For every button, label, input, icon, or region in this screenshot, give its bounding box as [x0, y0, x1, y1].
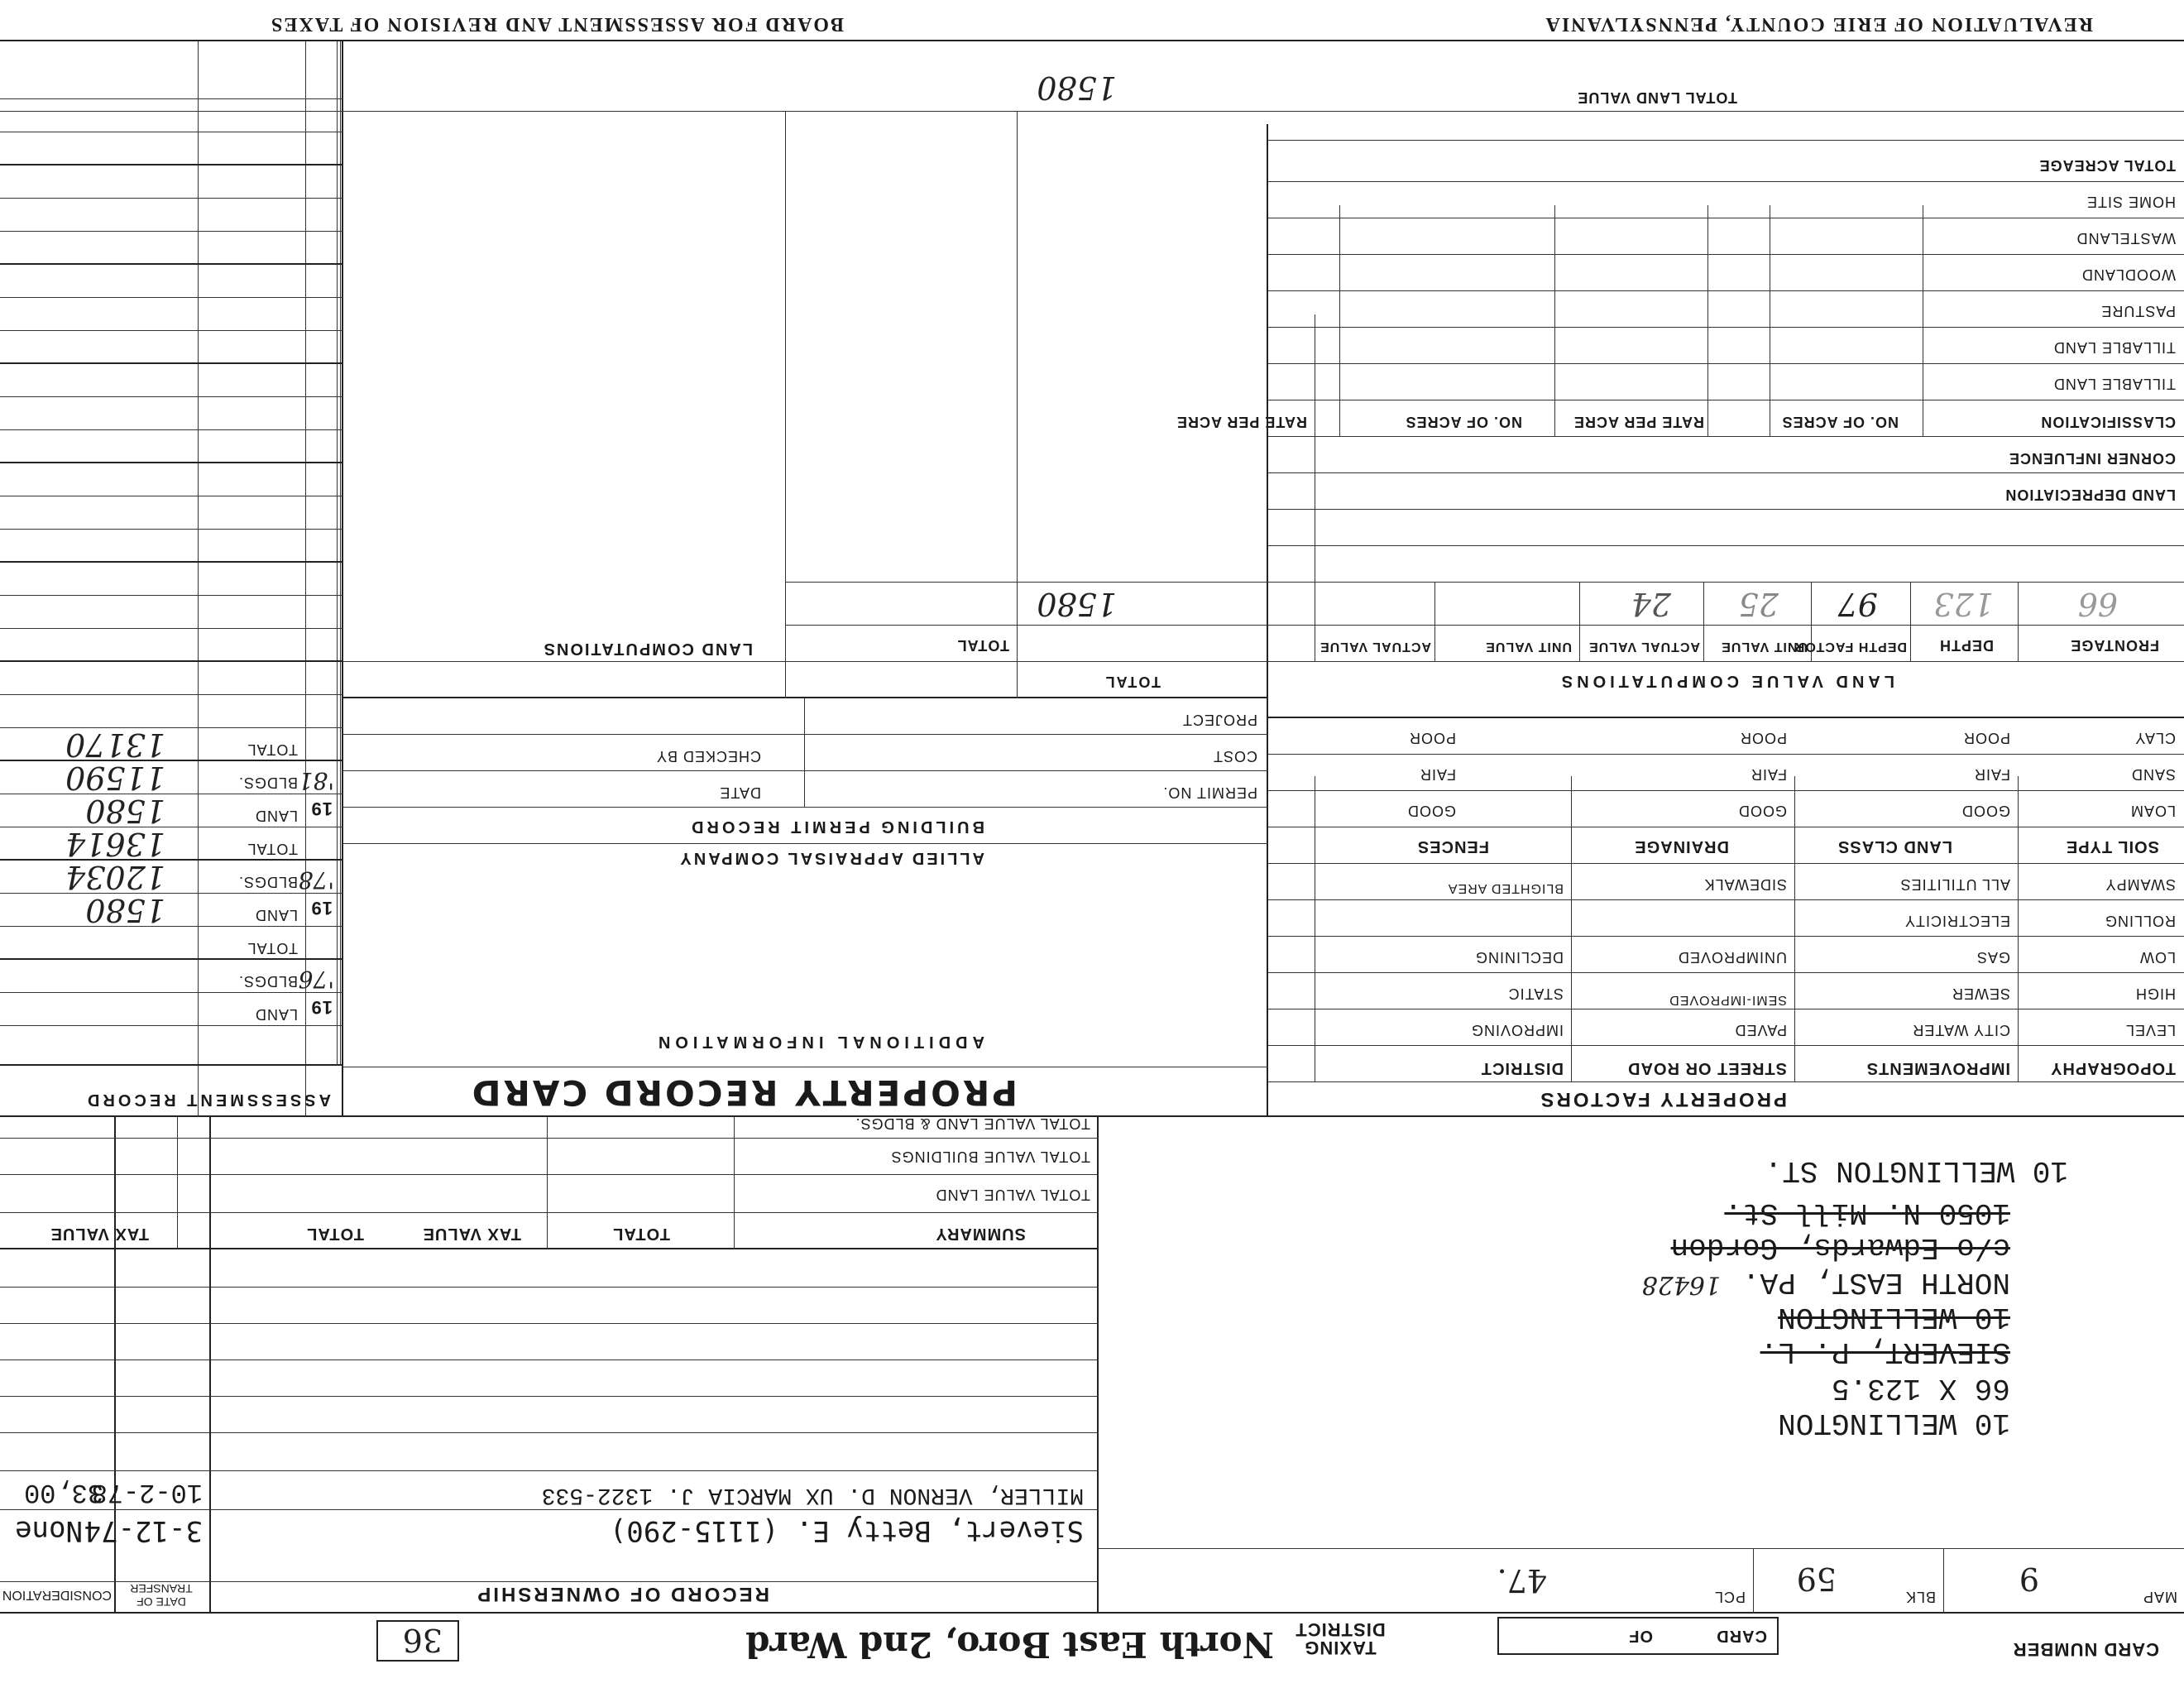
assess-3-year: 19	[310, 798, 333, 819]
taxing-district-value: North East Boro, 2nd Ward	[745, 1624, 1274, 1665]
acre-header-2: RATE PER ACRE	[1573, 414, 1704, 430]
map-value: 9	[2019, 1561, 2039, 1597]
topo-level: LEVEL	[2124, 1022, 2176, 1038]
fences-fair: FAIR	[1419, 766, 1456, 783]
topo-high: HIGH	[2135, 985, 2176, 1002]
assess-2-year: 19	[310, 898, 333, 918]
owner-line-3: SIEVERT, P. L.	[1760, 1335, 2010, 1369]
class-pasture: PASTURE	[2100, 303, 2176, 319]
permit-project-label: PROJECT	[1181, 712, 1257, 728]
summary-row-land: TOTAL VALUE LAND	[935, 1187, 1090, 1203]
allied-appraisal: ALLIED APPRAISAL COMPANY	[678, 849, 984, 867]
summary-tax-label-2: TAX VALUE	[50, 1225, 149, 1243]
blk-value: 59	[1796, 1561, 1837, 1597]
assess-3-bldgs-value: 11590	[65, 760, 165, 796]
lv-frontage-value: 66	[2077, 586, 2118, 622]
impr-electricity: ELECTRICITY	[1904, 913, 2010, 929]
owner-line-1: 10 WELLINGTON	[1778, 1406, 2010, 1440]
assess-2-total-label: TOTAL	[247, 841, 298, 857]
assess-1-bldgs-label: BLDGS.	[237, 973, 298, 990]
building-permit-title: BUILDING PERMIT RECORD	[688, 818, 984, 836]
assess-2-total-value: 13614	[65, 826, 165, 862]
assess-3-bldgs-label: BLDGS.	[237, 774, 298, 791]
assess-2-bldgs-value: 12034	[65, 859, 165, 895]
pcl-label: PCL	[1713, 1589, 1746, 1605]
topo-rolling: ROLLING	[2104, 913, 2176, 929]
district-blighted: BLIGHTED AREA	[1447, 881, 1564, 895]
taxing-district-label: TAXING DISTRICT	[1295, 1619, 1386, 1658]
district-static: STATIC	[1507, 985, 1564, 1002]
class-woodland: WOODLAND	[2081, 266, 2176, 283]
lv-header-depth: DEPTH	[1938, 637, 1994, 654]
class-tillable-1: TILLABLE LAND	[2052, 376, 2176, 392]
assess-3-land-value: 1580	[85, 793, 165, 829]
land-depreciation-label: LAND DEPRECIATION	[2004, 487, 2176, 503]
fences-poor: POOR	[1408, 730, 1456, 746]
land-class-good: GOOD	[1961, 803, 2010, 819]
lv-header-frontage: FRONTAGE	[2070, 637, 2159, 654]
lv-unit-value: 25	[1738, 586, 1779, 622]
assess-2-land-value: 1580	[85, 892, 165, 928]
owner-zip-handwritten: 16428	[1641, 1270, 1721, 1299]
classification-label: CLASSIFICATION	[2040, 414, 2176, 430]
date-of-transfer-label: DATE OF TRANSFER	[130, 1582, 193, 1609]
summary-total-label-2: TOTAL	[306, 1225, 364, 1243]
assess-3-year-note: '81	[298, 767, 334, 794]
lv-header-actual-value: ACTUAL VALUE	[1588, 640, 1700, 654]
street-paved: PAVED	[1734, 1022, 1787, 1038]
district-code: 36	[402, 1622, 443, 1658]
soil-header-land-class: LAND CLASS	[1837, 837, 1952, 856]
acre-header-3: NO. OF ACRES	[1405, 414, 1522, 430]
soil-header-soil-type: SOIL TYPE	[2065, 837, 2159, 856]
land-value-title: LAND VALUE COMPUTATIONS	[1557, 672, 1894, 690]
owner-line-6: c/o Edwards, Gordon	[1670, 1230, 2010, 1264]
ownership-consideration-2: 33,00	[23, 1477, 103, 1508]
lv-depth-value: 123	[1933, 586, 1994, 622]
class-wasteland: WASTELAND	[2076, 230, 2176, 247]
pf-header-topography: TOPOGRAPHY	[2050, 1059, 2176, 1077]
owner-line-4: 10 WELLINGTON	[1778, 1300, 2010, 1334]
footer-left: REVALUATION OF ERIE COUNTY, PENNSYLVANIA	[1544, 13, 2093, 35]
district-improving: IMPROVING	[1470, 1022, 1564, 1038]
ownership-date-1: 3-12-74	[84, 1514, 203, 1547]
pf-header-street: STREET OR ROAD	[1627, 1059, 1787, 1077]
lv-header-total-2: TOTAL	[956, 637, 1009, 654]
lv-total-value: 1580	[1037, 586, 1117, 622]
ownership-date-2: 10-2-78	[91, 1477, 203, 1508]
topo-swampy: SWAMPY	[2105, 876, 2176, 893]
ownership-name-2: MILLER, VERNON D. UX MARCIA J. 1322-533	[541, 1482, 1084, 1508]
corner-influence-label: CORNER INFLUENCE	[2008, 450, 2176, 467]
ownership-consideration-1: None	[15, 1514, 83, 1547]
assess-2-bldgs-label: BLDGS.	[237, 874, 298, 890]
drainage-fair: FAIR	[1750, 766, 1787, 783]
impr-all-utilities: ALL UTILITIES	[1899, 876, 2010, 893]
class-total-acreage: TOTAL ACREAGE	[2038, 157, 2176, 174]
lv-header-actual-value-2: ACTUAL VALUE	[1320, 640, 1431, 654]
assess-2-year-note: '78	[298, 866, 334, 894]
class-tillable-2: TILLABLE LAND	[2052, 339, 2176, 356]
owner-line-2: 66 X 123.5	[1831, 1371, 2010, 1405]
permit-cost-label: COST	[1212, 748, 1257, 765]
owner-line-5: NORTH EAST, PA.	[1741, 1265, 2010, 1299]
map-label: MAP	[2142, 1589, 2177, 1605]
soil-header-fences: FENCES	[1416, 837, 1489, 856]
lv-header-depth-factor: DEPTH FACTOR	[1794, 640, 1907, 654]
ownership-name-1: Sievert, Betty E. (1115-290)	[609, 1514, 1084, 1547]
district-code-box	[376, 1620, 459, 1662]
pf-header-district: DISTRICT	[1480, 1059, 1564, 1077]
drainage-good: GOOD	[1737, 803, 1787, 819]
assess-3-land-label: LAND	[254, 808, 298, 824]
pcl-value: 47.	[1497, 1562, 1547, 1599]
permit-checked-by-label: CHECKED BY	[655, 748, 761, 765]
land-computations-title: LAND COMPUTATIONS	[542, 640, 753, 658]
owner-line-8: 10 WELLINGTON ST.	[1764, 1153, 2068, 1187]
consideration-label: CONSIDERATION	[2, 1588, 112, 1602]
impr-sewer: SEWER	[1951, 985, 2010, 1002]
summary-row-land-bldgs: TOTAL VALUE LAND & BLDGS.	[855, 1115, 1090, 1132]
blk-label: BLK	[1904, 1589, 1936, 1605]
impr-city-water: CITY WATER	[1912, 1022, 2010, 1038]
acre-header-4: RATE PER ACRE	[1176, 414, 1307, 430]
assessment-title: ASSESSMENT RECORD	[84, 1091, 331, 1109]
drainage-poor: POOR	[1739, 730, 1787, 746]
card-number-label: CARD NUMBER	[2012, 1639, 2159, 1660]
soil-sand: SAND	[2130, 766, 2176, 783]
assess-1-year: 19	[310, 997, 333, 1018]
land-class-fair: FAIR	[1973, 766, 2010, 783]
impr-gas: GAS	[1976, 949, 2010, 966]
assess-1-year-note: '76	[298, 966, 334, 993]
permit-no-label: PERMIT NO.	[1162, 784, 1257, 801]
additional-info-title: ADDITIONAL INFORMATION	[653, 1033, 984, 1051]
card-title: PROPERTY RECORD CARD	[469, 1072, 1018, 1113]
soil-header-drainage: DRAINAGE	[1634, 837, 1729, 856]
lv-actual-value: 24	[1631, 586, 1671, 622]
card-of-box	[1497, 1617, 1779, 1655]
summary-row-buildings: TOTAL VALUE BUILDINGS	[890, 1149, 1090, 1165]
street-sidewalk: SIDEWALK	[1703, 876, 1787, 893]
street-semi-improved: SEMI-IMPROVED	[1669, 993, 1787, 1007]
of-label: OF	[1628, 1627, 1653, 1645]
permit-date-label: DATE	[719, 784, 761, 801]
fences-good: GOOD	[1406, 803, 1456, 819]
total-land-value-label: TOTAL LAND VALUE	[1577, 89, 1737, 106]
land-class-poor: POOR	[1962, 730, 2010, 746]
topo-low: LOW	[2138, 949, 2176, 966]
summary-tax-label: TAX VALUE	[422, 1225, 521, 1243]
property-factors-title: PROPERTY FACTORS	[1538, 1088, 1787, 1110]
lv-header-unit-value: UNIT VALUE	[1721, 640, 1808, 654]
soil-clay: CLAY	[2134, 730, 2176, 746]
summary-label: SUMMARY	[935, 1225, 1026, 1243]
assess-3-total-label: TOTAL	[247, 741, 298, 758]
street-unimproved: UNIMPROVED	[1677, 949, 1787, 966]
lv-header-unit-value-2: UNIT VALUE	[1485, 640, 1572, 654]
total-land-value: 1580	[1037, 70, 1117, 106]
footer-right: BOARD FOR ASSESSMENT AND REVISION OF TAXES	[270, 13, 844, 35]
assess-3-total-value: 13170	[65, 727, 165, 763]
assess-1-land-label: LAND	[254, 1006, 298, 1023]
acre-header-1: NO. OF ACRES	[1781, 414, 1899, 430]
card-label: CARD	[1716, 1627, 1767, 1645]
soil-loam: LOAM	[2129, 803, 2176, 819]
ownership-title: RECORD OF OWNERSHIP	[475, 1583, 769, 1605]
class-home-site: HOME SITE	[2086, 194, 2176, 210]
summary-total-label: TOTAL	[612, 1225, 670, 1243]
pf-header-improvements: IMPROVEMENTS	[1866, 1059, 2010, 1077]
lv-depth-factor-value: 97	[1837, 586, 1878, 622]
assess-1-total-label: TOTAL	[247, 940, 298, 957]
owner-line-7: 1050 N. Mill St.	[1724, 1196, 2010, 1230]
assess-2-land-label: LAND	[254, 907, 298, 923]
lv-header-total-1: TOTAL	[1104, 674, 1161, 690]
district-declining: DECLINING	[1474, 949, 1564, 966]
